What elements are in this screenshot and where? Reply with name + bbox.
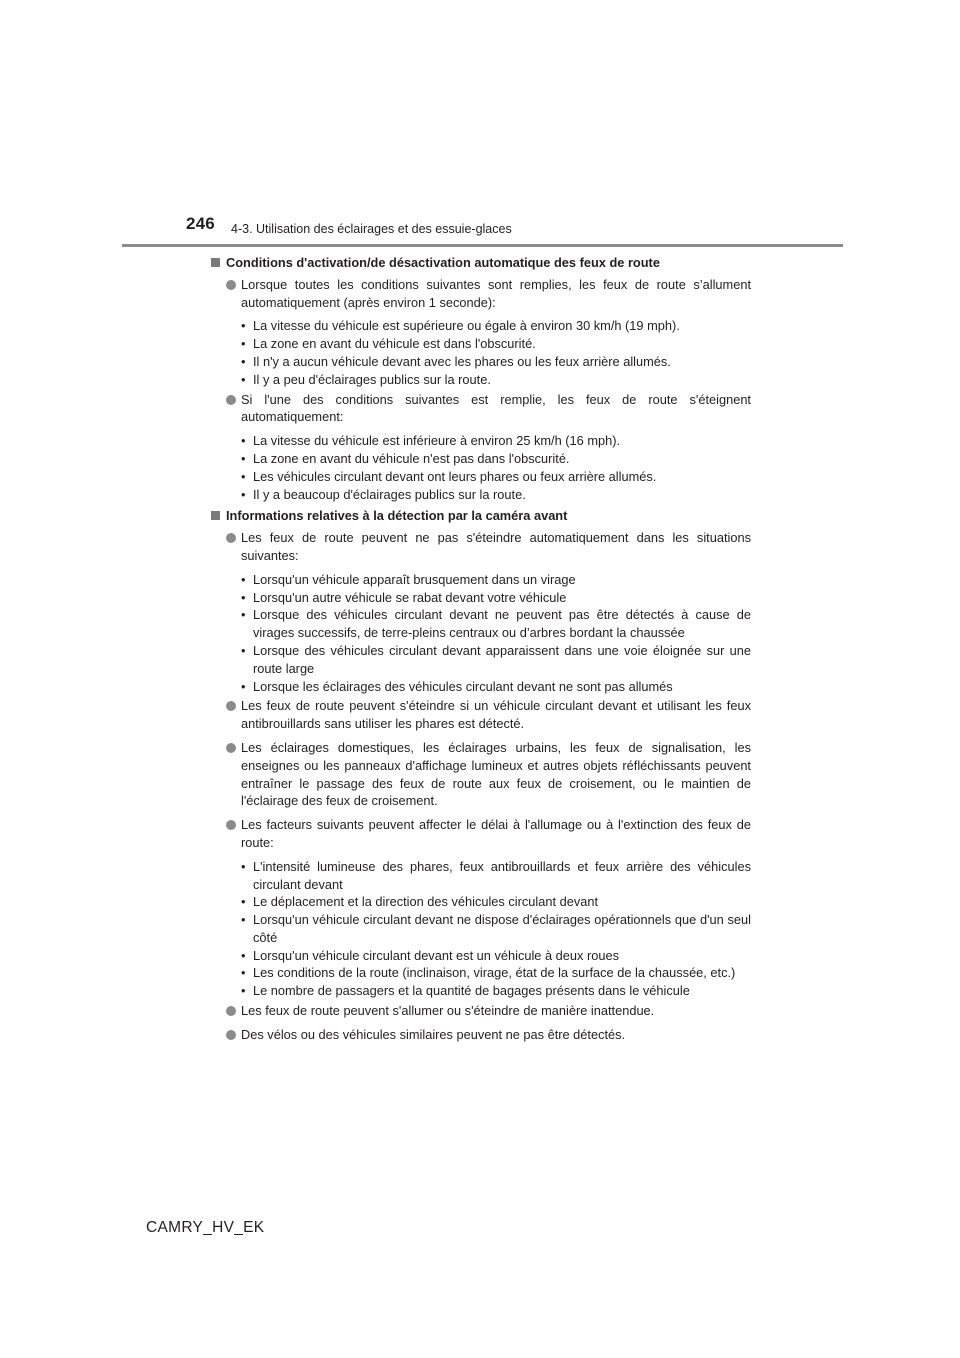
circle-bullet-icon: [226, 701, 236, 711]
bullet-text: Les feux de route peuvent s'éteindre si un véhicule circulant devant et utilisant les feux antibrouillards sans utiliser les phares est détecté.: [241, 698, 751, 732]
section-heading-text: Informations relatives à la détection par la caméra avant: [226, 508, 568, 524]
list-item: • Il y a peu d'éclairages publics sur la route.: [241, 371, 491, 387]
list-item: • Lorsque les éclairages des véhicules circulant devant ne sont pas allumés: [241, 678, 673, 694]
list-item: • Lorsqu'un autre véhicule se rabat devant votre véhicule: [241, 589, 567, 605]
chapter-title: 4-3. Utilisation des éclairages et des essuie-glaces: [231, 222, 512, 236]
bullet-paragraph: [210, 276, 751, 312]
bullet-paragraph: [210, 1002, 751, 1020]
situation-list: [210, 571, 751, 696]
bullet-paragraph: [210, 529, 751, 565]
bullet-text: Si l'une des conditions suivantes est remplie, les feux de route s'éteignent automatiquement:: [241, 391, 751, 425]
condition-list: [210, 317, 751, 388]
condition-list: [210, 432, 751, 503]
page-number: 246: [186, 214, 215, 233]
list-item: • Lorsque des véhicules circulant devant ne peuvent pas être détectés à cause de virages successifs, de terre-pleins centraux ou d’arbres bordant la chaussée: [241, 607, 751, 641]
bullet-paragraph: [210, 391, 751, 427]
list-item: • L'intensité lumineuse des phares, feux antibrouillards et feux arrière des véhicules circulant devant: [241, 858, 751, 892]
list-item: • Il y a beaucoup d'éclairages publics sur la route.: [241, 486, 526, 502]
bullet-text: Les éclairages domestiques, les éclairages urbains, les feux de signalisation, les enseignes ou les panneaux d'affichage lumineux et autres objets réfléchissants peuvent entraîner le passage des feux de route aux feux de croisement, ou le maintien de l'éclairage des feux de croisement.: [241, 739, 751, 809]
section-heading: [210, 254, 751, 272]
factor-list: [210, 858, 751, 1000]
circle-bullet-icon: [226, 820, 236, 830]
bullet-paragraph: [210, 697, 751, 733]
circle-bullet-icon: [226, 533, 236, 543]
list-item: • Le nombre de passagers et la quantité de bagages présents dans le véhicule: [241, 983, 690, 999]
list-item: • La zone en avant du véhicule n'est pas dans l'obscurité.: [241, 450, 570, 466]
section-heading-text: Conditions d'activation/de désactivation automatique des feux de route: [226, 255, 660, 270]
bullet-text: Les feux de route peuvent s'allumer ou s'éteindre de manière inattendue.: [241, 1003, 655, 1019]
list-item: • Le déplacement et la direction des véhicules circulant devant: [241, 894, 599, 910]
circle-bullet-icon: [226, 395, 236, 405]
square-bullet-icon: [211, 258, 220, 267]
model-code: CAMRY_HV_EK: [146, 1219, 265, 1236]
list-item: • La vitesse du véhicule est inférieure à environ 25 km/h (16 mph).: [241, 433, 621, 449]
bullet-paragraph: [210, 816, 751, 852]
bullet-text: Les feux de route peuvent ne pas s'éteindre automatiquement dans les situations suivantes:: [241, 530, 751, 563]
page-content: [210, 254, 751, 1050]
list-item: • La vitesse du véhicule est supérieure ou égale à environ 30 km/h (19 mph).: [241, 318, 680, 334]
list-item: • Les conditions de la route (inclinaison, virage, état de la surface de la chaussée, etc.): [241, 965, 736, 981]
circle-bullet-icon: [226, 1030, 236, 1040]
list-item: • Lorsqu'un véhicule apparaît brusquement dans un virage: [241, 571, 576, 587]
list-item: • Les véhicules circulant devant ont leurs phares ou feux arrière allumés.: [241, 468, 657, 484]
list-item: • La zone en avant du véhicule est dans l'obscurité.: [241, 336, 536, 352]
circle-bullet-icon: [226, 280, 236, 290]
bullet-text: Des vélos ou des véhicules similaires peuvent ne pas être détectés.: [241, 1026, 626, 1042]
list-item: • Il n'y a aucun véhicule devant avec les phares ou les feux arrière allumés.: [241, 353, 671, 369]
header-rule: [122, 244, 843, 247]
bullet-paragraph: [210, 739, 751, 810]
list-item: • Lorsque des véhicules circulant devant apparaissent dans une voie éloignée sur une route large: [241, 642, 751, 676]
section-heading: [210, 507, 751, 525]
list-item: • Lorsqu'un véhicule circulant devant ne dispose d'éclairages opérationnels que d'un seul côté: [241, 912, 751, 945]
bullet-text: Les facteurs suivants peuvent affecter le délai à l'allumage ou à l'extinction des feux de route:: [241, 817, 751, 850]
bullet-paragraph: [210, 1026, 751, 1044]
circle-bullet-icon: [226, 743, 236, 753]
circle-bullet-icon: [226, 1006, 236, 1016]
bullet-text: Lorsque toutes les conditions suivantes sont remplies, les feux de route s’allument automatiquement (après environ 1 seconde):: [241, 276, 751, 310]
list-item: • Lorsqu'un véhicule circulant devant est un véhicule à deux roues: [241, 947, 619, 963]
square-bullet-icon: [211, 511, 220, 520]
